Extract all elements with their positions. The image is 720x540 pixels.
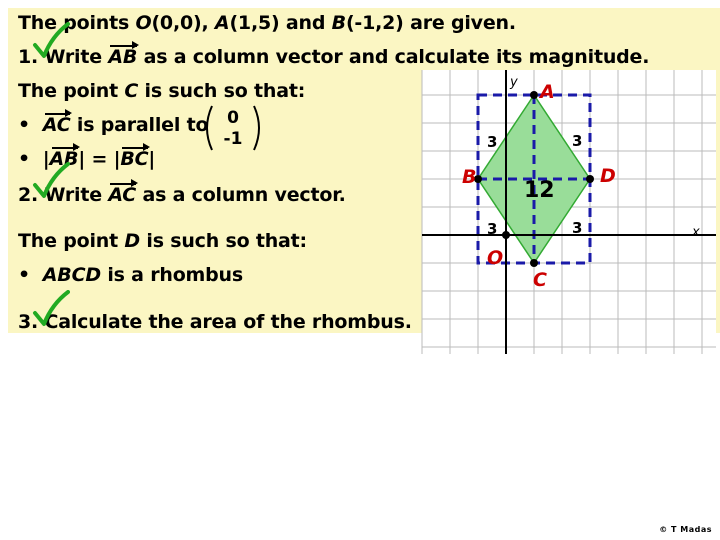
- intro-text: The points: [18, 12, 136, 34]
- vector-ac: AC: [42, 114, 71, 136]
- label-a: A: [540, 81, 555, 103]
- question-1-text: as a column vector and calculate its magnitude.: [137, 46, 650, 68]
- d-line-post: is such so that:: [139, 230, 307, 252]
- point-a: [530, 91, 538, 99]
- question-2-number: 2.: [18, 184, 39, 206]
- point-d-label: D: [124, 230, 140, 252]
- rhombus-text: is a rhombus: [100, 264, 243, 286]
- bullet-marker: •: [18, 148, 30, 170]
- dimension-bottom-right: 3: [572, 219, 583, 237]
- point-a-label: A: [214, 12, 230, 34]
- parallel-text: is parallel to: [70, 114, 209, 136]
- vector-ab: AB: [49, 148, 79, 170]
- question-1-number: 1.: [18, 46, 39, 68]
- question-2-text: as a column vector.: [136, 184, 346, 206]
- dimension-top-right: 3: [572, 132, 583, 150]
- area-label: 12: [524, 178, 555, 203]
- label-origin: O: [487, 247, 504, 269]
- question-3-number: 3.: [18, 311, 39, 333]
- o-coords: (0,0),: [151, 12, 215, 34]
- equals-sign: | = |: [78, 148, 121, 170]
- question-2-pre: Write: [38, 184, 109, 206]
- bullet-marker: •: [18, 114, 30, 136]
- y-axis-label: y: [510, 75, 518, 90]
- x-axis-label: x: [692, 225, 700, 240]
- vector-ac: AC: [108, 184, 137, 206]
- question-3-text: Calculate the area of the rhombus.: [38, 311, 412, 333]
- point-d: [586, 175, 594, 183]
- point-c-label: C: [124, 80, 139, 102]
- credit-text: © T Madas: [659, 525, 712, 534]
- d-line-pre: The point: [18, 230, 125, 252]
- a-coords: (1,5) and: [229, 12, 332, 34]
- question-1-pre: Write: [38, 46, 109, 68]
- point-c: [530, 259, 538, 267]
- label-c: C: [533, 269, 547, 291]
- point-origin: [502, 231, 510, 239]
- column-vector-bottom: -1: [223, 129, 243, 149]
- bullet-marker: •: [18, 264, 30, 286]
- graph-background: [422, 70, 716, 354]
- abs-bar: |: [148, 148, 156, 170]
- label-b: B: [462, 166, 477, 188]
- point-b-label: B: [331, 12, 346, 34]
- c-line-post: is such so that:: [138, 80, 306, 102]
- dimension-bottom-left: 3: [487, 220, 498, 238]
- rhombus-name: ABCD: [42, 264, 101, 286]
- vector-bc: BC: [120, 148, 149, 170]
- c-line-pre: The point: [18, 80, 125, 102]
- column-vector-top: 0: [227, 108, 239, 128]
- b-coords: (-1,2) are given.: [345, 12, 516, 34]
- vector-ab: AB: [108, 46, 138, 68]
- point-o-label: O: [135, 12, 152, 34]
- dimension-top-left: 3: [487, 133, 498, 151]
- label-d: D: [600, 165, 616, 187]
- abs-bar: |: [42, 148, 50, 170]
